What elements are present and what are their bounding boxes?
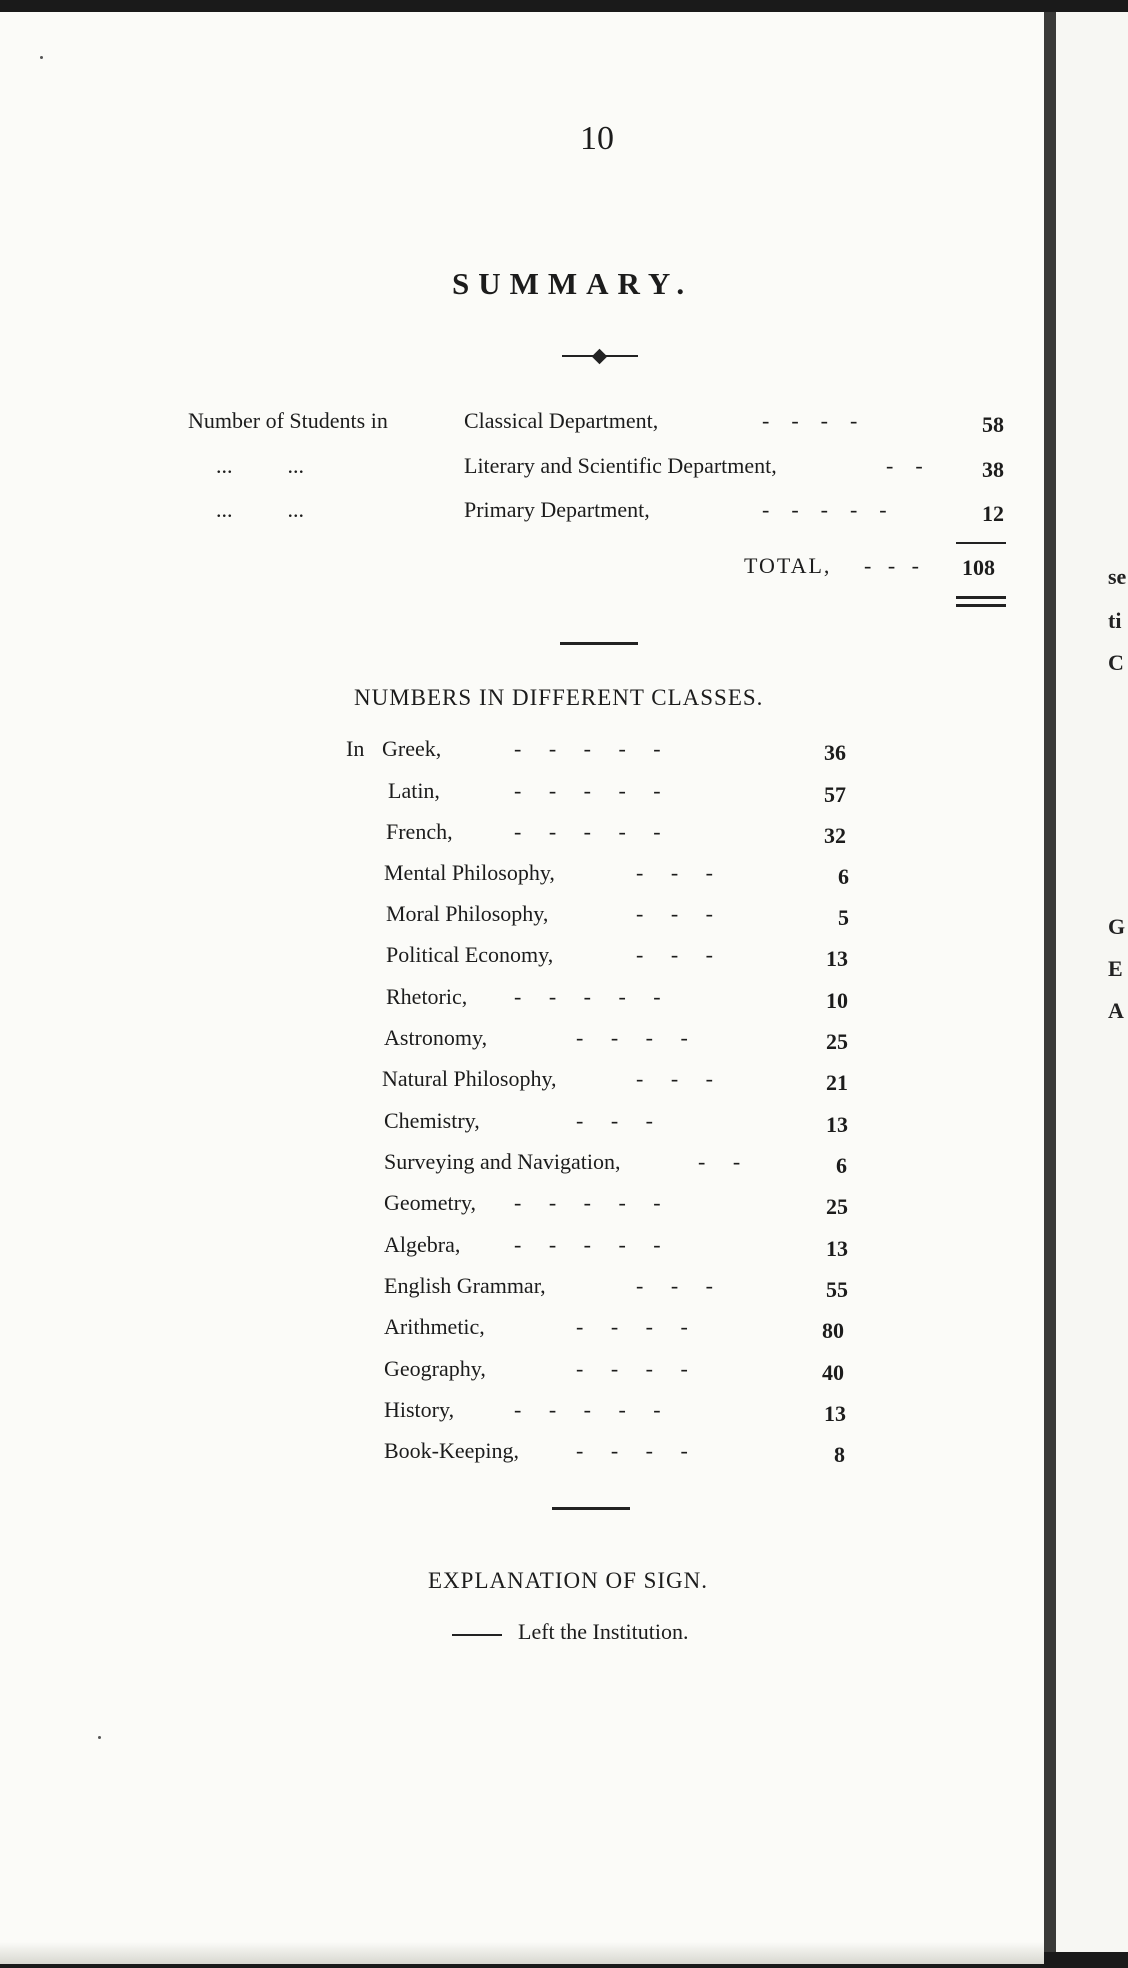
summary-row bbox=[188, 408, 388, 434]
explanation-heading: EXPLANATION OF SIGN. bbox=[428, 1568, 709, 1593]
adjacent-page bbox=[1056, 12, 1128, 1952]
total-rule bbox=[956, 542, 1006, 544]
class-count: 6 bbox=[838, 864, 849, 889]
class-dashes: - - - - - bbox=[514, 736, 661, 761]
class-count: 25 bbox=[826, 1029, 848, 1054]
class-dashes: - - - - - bbox=[514, 1190, 661, 1215]
class-dashes: - - - - - bbox=[514, 1397, 661, 1422]
summary-row-lead: Number of Students in bbox=[188, 408, 388, 433]
class-subject: Mental Philosophy, bbox=[384, 860, 555, 885]
page-title: SUMMARY. bbox=[452, 266, 694, 301]
next-page-fragment: ti bbox=[1108, 608, 1122, 633]
total-label: TOTAL, bbox=[744, 553, 832, 578]
next-page-fragment: G bbox=[1108, 914, 1126, 939]
class-count: 8 bbox=[834, 1442, 845, 1467]
next-page-fragment: A bbox=[1108, 998, 1124, 1023]
class-count: 57 bbox=[824, 782, 846, 807]
total-value: 108 bbox=[962, 555, 995, 580]
class-count: 55 bbox=[826, 1277, 848, 1302]
class-subject: Latin, bbox=[388, 778, 440, 803]
class-subject: Algebra, bbox=[384, 1232, 461, 1257]
next-page-fragment: C bbox=[1108, 650, 1124, 675]
sign-dash bbox=[452, 1634, 502, 1636]
total-dashes: - - - bbox=[864, 553, 919, 578]
class-count: 36 bbox=[824, 740, 846, 765]
class-dashes: - - - - bbox=[576, 1438, 688, 1463]
class-count: 40 bbox=[822, 1360, 844, 1385]
section-divider bbox=[552, 1507, 630, 1510]
class-count: 10 bbox=[826, 988, 848, 1013]
class-subject: Astronomy, bbox=[384, 1025, 488, 1050]
class-count: 80 bbox=[822, 1318, 844, 1343]
classes-heading: NUMBERS IN DIFFERENT CLASSES. bbox=[354, 685, 764, 710]
class-count: 32 bbox=[824, 823, 846, 848]
class-dashes: - - - bbox=[636, 901, 713, 926]
next-page-fragment: E bbox=[1108, 956, 1123, 981]
document-page bbox=[0, 12, 1044, 1952]
class-subject: Book-Keeping, bbox=[384, 1438, 520, 1463]
class-subject: Rhetoric, bbox=[386, 984, 468, 1009]
summary-row-dashes: - - - - - bbox=[762, 497, 887, 522]
page-edge bbox=[0, 1942, 1044, 1964]
class-dashes: - - - - - bbox=[514, 819, 661, 844]
sign-explanation: Left the Institution. bbox=[518, 1619, 689, 1644]
class-dashes: - - - bbox=[636, 860, 713, 885]
class-count: 25 bbox=[826, 1194, 848, 1219]
class-subject: Surveying and Navigation, bbox=[384, 1149, 621, 1174]
summary-row-dashes: - - bbox=[886, 453, 923, 478]
summary-row-dashes: - - - - bbox=[762, 408, 858, 433]
class-dashes: - - - - bbox=[576, 1356, 688, 1381]
class-subject: History, bbox=[384, 1397, 455, 1422]
class-count: 21 bbox=[826, 1070, 848, 1095]
class-count: 13 bbox=[826, 1236, 848, 1261]
classes-prefix: In bbox=[346, 736, 365, 761]
section-divider bbox=[560, 642, 638, 645]
class-subject: English Grammar, bbox=[384, 1273, 546, 1298]
summary-row-label: Literary and Scientific Department, bbox=[464, 453, 777, 478]
summary-row-lead: ... ... bbox=[216, 497, 304, 522]
class-subject: Chemistry, bbox=[384, 1108, 480, 1133]
class-dashes: - - - bbox=[576, 1108, 653, 1133]
class-count: 6 bbox=[836, 1153, 847, 1178]
class-dashes: - - - bbox=[636, 1066, 713, 1091]
summary-row-value: 58 bbox=[982, 412, 1004, 437]
class-subject: Greek, bbox=[382, 736, 442, 761]
book-spine bbox=[1044, 12, 1056, 1952]
class-subject: Geometry, bbox=[384, 1190, 477, 1215]
class-dashes: - - - bbox=[636, 942, 713, 967]
class-subject: French, bbox=[386, 819, 453, 844]
summary-row-value: 12 bbox=[982, 501, 1004, 526]
paper-speck bbox=[40, 56, 43, 59]
class-dashes: - - - - bbox=[576, 1025, 688, 1050]
double-rule bbox=[956, 604, 1006, 607]
summary-row-value: 38 bbox=[982, 457, 1004, 482]
class-dashes: - - - - bbox=[576, 1314, 688, 1339]
class-dashes: - - - - - bbox=[514, 1232, 661, 1257]
class-count: 13 bbox=[826, 1112, 848, 1137]
class-count: 13 bbox=[826, 946, 848, 971]
page-number: 10 bbox=[580, 120, 614, 157]
double-rule bbox=[956, 596, 1006, 599]
class-subject: Geography, bbox=[384, 1356, 486, 1381]
class-dashes: - - - - - bbox=[514, 984, 661, 1009]
class-dashes: - - - - - bbox=[514, 778, 661, 803]
paper-speck bbox=[98, 1736, 101, 1739]
class-count: 5 bbox=[838, 905, 849, 930]
ornament-divider bbox=[562, 355, 638, 357]
summary-row-label: Classical Department, bbox=[464, 408, 659, 433]
class-dashes: - - bbox=[698, 1149, 741, 1174]
class-subject: Natural Philosophy, bbox=[382, 1066, 557, 1091]
class-subject: Political Economy, bbox=[386, 942, 554, 967]
class-subject: Moral Philosophy, bbox=[386, 901, 549, 926]
summary-row-label: Primary Department, bbox=[464, 497, 650, 522]
class-dashes: - - - bbox=[636, 1273, 713, 1298]
next-page-fragment: se bbox=[1108, 564, 1127, 589]
class-count: 13 bbox=[824, 1401, 846, 1426]
class-subject: Arithmetic, bbox=[384, 1314, 485, 1339]
summary-row-lead: ... ... bbox=[216, 453, 304, 478]
